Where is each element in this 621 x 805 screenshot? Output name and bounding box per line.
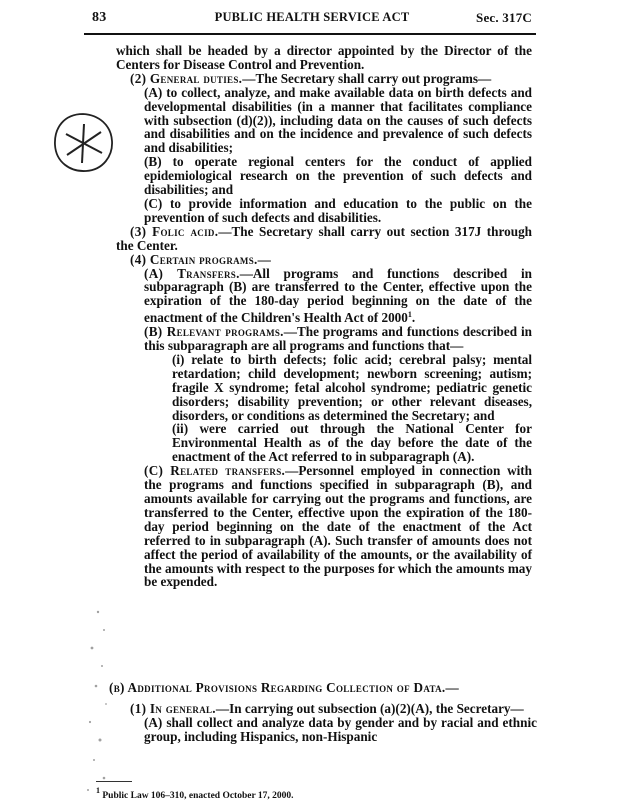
- heading-folic-acid: (3) Folic acid.: [130, 223, 219, 239]
- header-rule: [84, 33, 536, 35]
- item-4b-i: (i) relate to birth defects; folic acid; cerebral palsy; mental retardation; child development; newborn screening; autism; fragile X syndrome; fetal alcohol syndrome; pediatric genetic disorders; disability prevention; or other relevant diseases, disorders, or conditions as determined the Secretary; and: [172, 351, 532, 423]
- footnote-text: Public Law 106–310, enacted October 17, 2000.: [102, 791, 294, 801]
- page-number: 83: [92, 10, 107, 25]
- footnote: [96, 786, 294, 801]
- subsection-b: [105, 680, 537, 744]
- running-header: [92, 8, 532, 30]
- heading-general-duties: (2) General duties.: [130, 70, 243, 86]
- item-2a: (A) to collect, analyze, and make available data on birth defects and developmental disabilities (in a manner that facilitates compliance with subsection (d)(2)), including data on the causes of such defects and disabilities and on the incidence and prevalence of such defects and disabilities;: [144, 84, 532, 156]
- section-number: Sec. 317C: [476, 10, 532, 25]
- paragraph-folic-acid: [116, 225, 532, 253]
- item-2c: (C) to provide information and education to the public on the prevention of such defects and disabilities.: [144, 195, 532, 225]
- item-2b: (B) to operate regional centers for the conduct of applied epidemiological research on the prevention of such defects and disabilities; and: [144, 154, 532, 198]
- text-relevant-programs: —The programs and functions described in this subparagraph are all programs and functions that—: [144, 324, 532, 354]
- text-general-duties: —The Secretary shall carry out programs—: [242, 70, 492, 86]
- paragraph-b1: [105, 702, 537, 716]
- heading-related-transfers: (C) Related transfers.: [144, 463, 286, 479]
- item-4b: [116, 325, 532, 353]
- text-related-transfers: —Personnel employed in connection with the programs and functions specified in subparagraph (B), and amounts available for carrying out the programs and functions, are transferred to the Center, effective upon the expiration of the 180-day period beginning on the date of the enactment of the Act referred to in subparagraph (A). Such transfer of amounts does not affect the period of availability of the amounts, or the availability of the amounts with respect to the purposes for which the amounts may be expended.: [144, 463, 532, 590]
- header-title: PUBLIC HEALTH SERVICE ACT: [214, 10, 410, 24]
- heading-transfers: (A) Transfers.: [144, 265, 240, 281]
- paragraph-intro: which shall be headed by a director appointed by the Director of the Centers for Disease Control and Prevention.: [116, 43, 532, 72]
- heading-in-general: (1) In general.: [130, 701, 216, 716]
- text-transfers-end: .: [411, 310, 416, 326]
- heading-certain-programs: (4) Certain programs.: [130, 251, 258, 267]
- text-in-general: —In carrying out subsection (a)(2)(A), the Secretary—: [215, 701, 524, 716]
- subsection-b-heading: [105, 680, 537, 696]
- item-b1a: (A) shall collect and analyze data by gender and by racial and ethnic group, including Hispanics, non-Hispanic: [144, 714, 537, 744]
- handwritten-asterisk-in-circle-icon: [48, 108, 118, 178]
- scan-edge-noise: [78, 600, 114, 800]
- item-4a: [116, 267, 532, 326]
- item-4b-ii: (ii) were carried out through the National Center for Environmental Health as of the day before the date of the enactment of the Act referred to in subparagraph (A).: [172, 421, 532, 465]
- paragraph-certain-programs: [116, 253, 532, 267]
- paragraph-general-duties: [116, 72, 532, 86]
- text-folic-acid: —The Secretary shall carry out section 317J through the Center.: [116, 223, 532, 253]
- text-certain-programs: —: [257, 251, 271, 267]
- heading-relevant-programs: (B) Relevant programs.: [144, 324, 284, 340]
- text-transfers: —All programs and functions described in subparagraph (B) are transferred to the Center, effective upon the expiration of the 180-day period beginning on the date of the enactment of the Children's Health Act of 2000: [144, 265, 532, 326]
- footnote-number: 1: [96, 786, 100, 795]
- item-4c: [116, 464, 532, 589]
- statute-text: [116, 44, 532, 589]
- heading-dash: —: [445, 680, 459, 695]
- footnote-marker: 1: [407, 310, 412, 320]
- heading-collection-of-data: (b) Additional Provisions Regarding Collection of Data.: [109, 680, 446, 695]
